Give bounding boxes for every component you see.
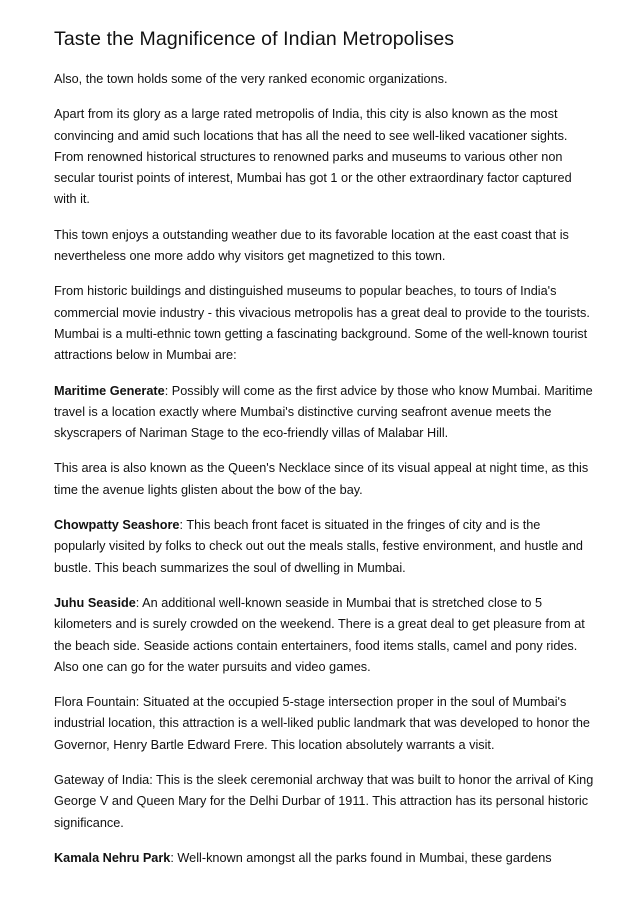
paragraph-text: Apart from its glory as a large rated metropolis of India, this city is also known as the most convincing and amid such locations that has all the need to see well-liked vacationer sights. From renowned historical structures to renowned parks and museums to various other non secular tourist points of interest, Mumbai has got 1 or the other extraordinary factor captured with it. — [54, 107, 572, 207]
paragraph-text: : This beach front facet is situated in the fringes of city and is the popularly visited by folks to check out out the meals stalls, festive environment, and hustle and bustle. This beach summarizes the soul of dwelling in Mumbai. — [54, 518, 583, 575]
paragraph-text: This town enjoys a outstanding weather due to its favorable location at the east coast that is nevertheless one more addo why visitors get magnetized to this town. — [54, 227, 569, 264]
paragraph — [54, 848, 594, 869]
paragraph — [54, 104, 594, 210]
paragraph-text: : Possibly will come as the first advice by those who know Mumbai. Maritime travel is a location exactly where Mumbai's distinctive curving seafront avenue meets the skyscrapers of Nariman Stage to the eco-friendly villas of Malabar Hill. — [54, 383, 593, 441]
paragraph — [54, 593, 594, 678]
paragraph — [54, 458, 594, 501]
paragraph — [54, 515, 594, 579]
paragraph-text: Also, the town holds some of the very ranked economic organizations. — [54, 72, 448, 86]
paragraph-lead: Maritime Generate — [54, 383, 165, 398]
paragraph — [54, 69, 594, 90]
paragraph-lead: Kamala Nehru Park — [54, 850, 171, 865]
paragraph-text: From historic buildings and distinguished museums to popular beaches, to tours of India's commercial movie industry - this vivacious metropolis has a great deal to provide to the tourists. Mumbai is a multi-ethnic town getting a fascinating background. Some of the well-known tourist attractions below in Mumbai are: — [54, 284, 590, 363]
paragraph-text: : Well-known amongst all the parks found in Mumbai, these gardens — [170, 850, 552, 865]
paragraph — [54, 281, 594, 366]
paragraph-lead: Chowpatty Seashore — [54, 518, 180, 533]
paragraph-text: Gateway of India: This is the sleek ceremonial archway that was built to honor the arrival of King George V and Queen Mary for the Delhi Durbar of 1911. This attraction has its personal historic significance. — [54, 773, 594, 830]
paragraph — [54, 692, 594, 756]
paragraph-text: Flora Fountain: Situated at the occupied 5-stage intersection proper in the soul of Mumbai's industrial location, this attraction is a well-liked public landmark that was developed to honor the Governor, Henry Bartle Edward Frere. This location absolutely warrants a visit. — [54, 695, 590, 752]
paragraph-lead: Juhu Seaside — [54, 595, 136, 610]
paragraph-text: : An additional well-known seaside in Mumbai that is stretched close to 5 kilometers and is surely crowded on the weekend. There is a great deal to get pleasure from at the beach side. Seaside actions contain entertainers, food items stalls, camel and pony rides. Also one can go for the water pursuits and video games. — [54, 595, 585, 674]
document-title: Taste the Magnificence of Indian Metropolises — [54, 28, 455, 50]
paragraph — [54, 770, 594, 834]
paragraph-text: This area is also known as the Queen's Necklace since of its visual appeal at night time, as this time the avenue lights glisten about the bow of the bay. — [54, 461, 589, 497]
paragraph — [54, 381, 594, 445]
paragraph — [54, 225, 594, 268]
